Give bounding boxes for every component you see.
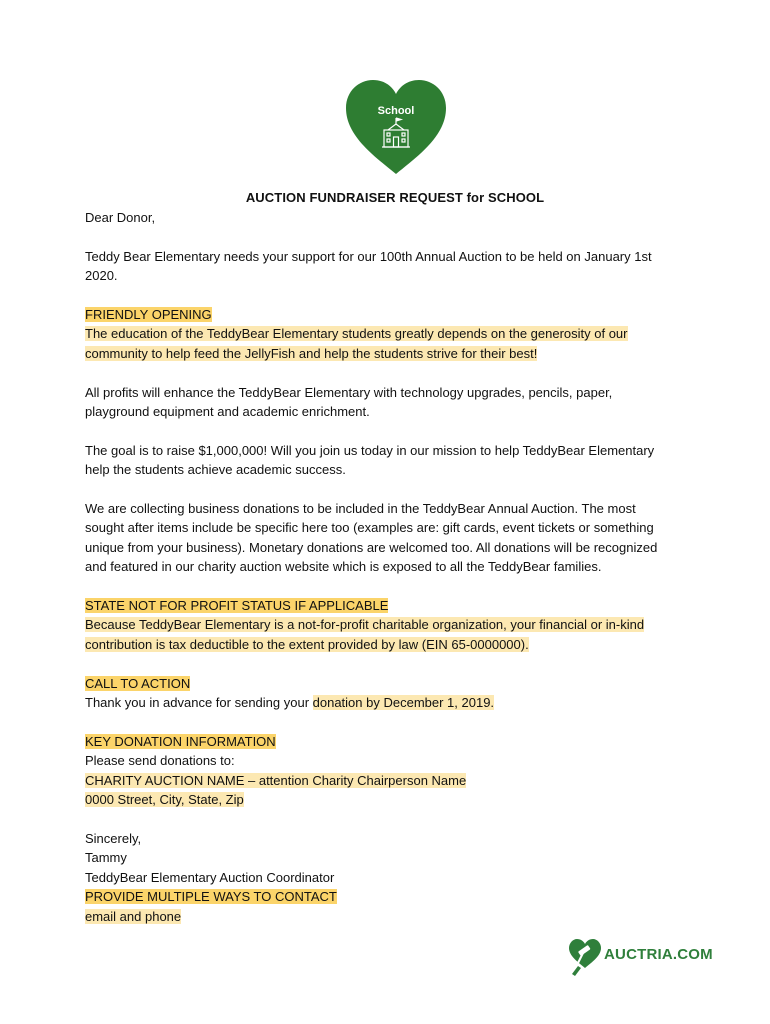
- friendly-heading: FRIENDLY OPENING: [85, 307, 212, 322]
- collecting-line: and featured in our charity auction website which is exposed to all the TeddyBear families.: [85, 559, 602, 575]
- status-heading: STATE NOT FOR PROFIT STATUS IF APPLICABLE: [85, 598, 389, 613]
- contact-heading: PROVIDE MULTIPLE WAYS TO CONTACT: [85, 889, 337, 905]
- goal-line: help the students achieve academic success.: [85, 462, 346, 478]
- profits-line: All profits will enhance the TeddyBear Elementary with technology upgrades, pencils, paper,: [85, 385, 613, 400]
- goal-line: The goal is to raise $1,000,000! Will you join us today in our mission to help TeddyBear Elementary: [85, 443, 655, 458]
- collecting-line: sought after items include be specific here too (examples are: gift cards, event tickets or something: [85, 520, 654, 536]
- friendly-section: [85, 305, 705, 363]
- charity-address: 0000 Street, City, State, Zip: [85, 792, 244, 808]
- closing: Sincerely,: [85, 831, 142, 846]
- heart-gavel-icon: [569, 939, 601, 976]
- greeting: Dear Donor,: [85, 210, 156, 225]
- status-line: Because TeddyBear Elementary is a not-for-profit charitable organization, your financial or in-kind: [85, 617, 645, 633]
- contact-detail: email and phone: [85, 908, 182, 924]
- cta-text: Thank you in advance for sending your: [85, 695, 313, 711]
- signature-block: [85, 829, 705, 926]
- key-info-section: [85, 732, 705, 810]
- collecting-line: unique from your business). Monetary donations are welcomed too. All donations will be recognized: [85, 539, 658, 555]
- status-section: [85, 596, 705, 654]
- cta-section: [85, 674, 705, 713]
- cta-heading: CALL TO ACTION: [85, 676, 191, 691]
- profits-paragraph: [85, 383, 705, 422]
- page-title: AUCTION FUNDRAISER REQUEST for SCHOOL: [245, 190, 545, 205]
- charity-name: CHARITY AUCTION NAME – attention Charity Chairperson Name: [85, 772, 467, 788]
- intro-paragraph: [85, 247, 705, 286]
- logo-label: School: [377, 105, 415, 117]
- collecting-line: We are collecting business donations to be included in the TeddyBear Annual Auction. The most: [85, 501, 636, 516]
- signer-name: Tammy: [85, 850, 127, 866]
- signer-title: TeddyBear Elementary Auction Coordinator: [85, 869, 335, 885]
- intro-line: Teddy Bear Elementary needs your support for our 100th Annual Auction to be held on January 1st: [85, 249, 652, 264]
- status-line: contribution is tax deductible to the extent provided by law (EIN 65-0000000).: [85, 636, 529, 652]
- profits-line: playground equipment and academic enrichment.: [85, 404, 370, 420]
- friendly-line: The education of the TeddyBear Elementary students greatly depends on the generosity of our: [85, 326, 628, 342]
- goal-paragraph: [85, 441, 705, 480]
- friendly-line: community to help feed the JellyFish and help the students strive for their best!: [85, 345, 538, 361]
- school-heart-logo: [344, 78, 448, 176]
- collecting-paragraph: [85, 499, 705, 577]
- send-to-text: Please send donations to:: [85, 753, 235, 769]
- intro-line: 2020.: [85, 268, 118, 284]
- auctria-logo-text: AUCTRIA.COM: [604, 946, 713, 963]
- cta-deadline: donation by December 1, 2019.: [312, 695, 495, 711]
- key-info-heading: KEY DONATION INFORMATION: [85, 734, 276, 749]
